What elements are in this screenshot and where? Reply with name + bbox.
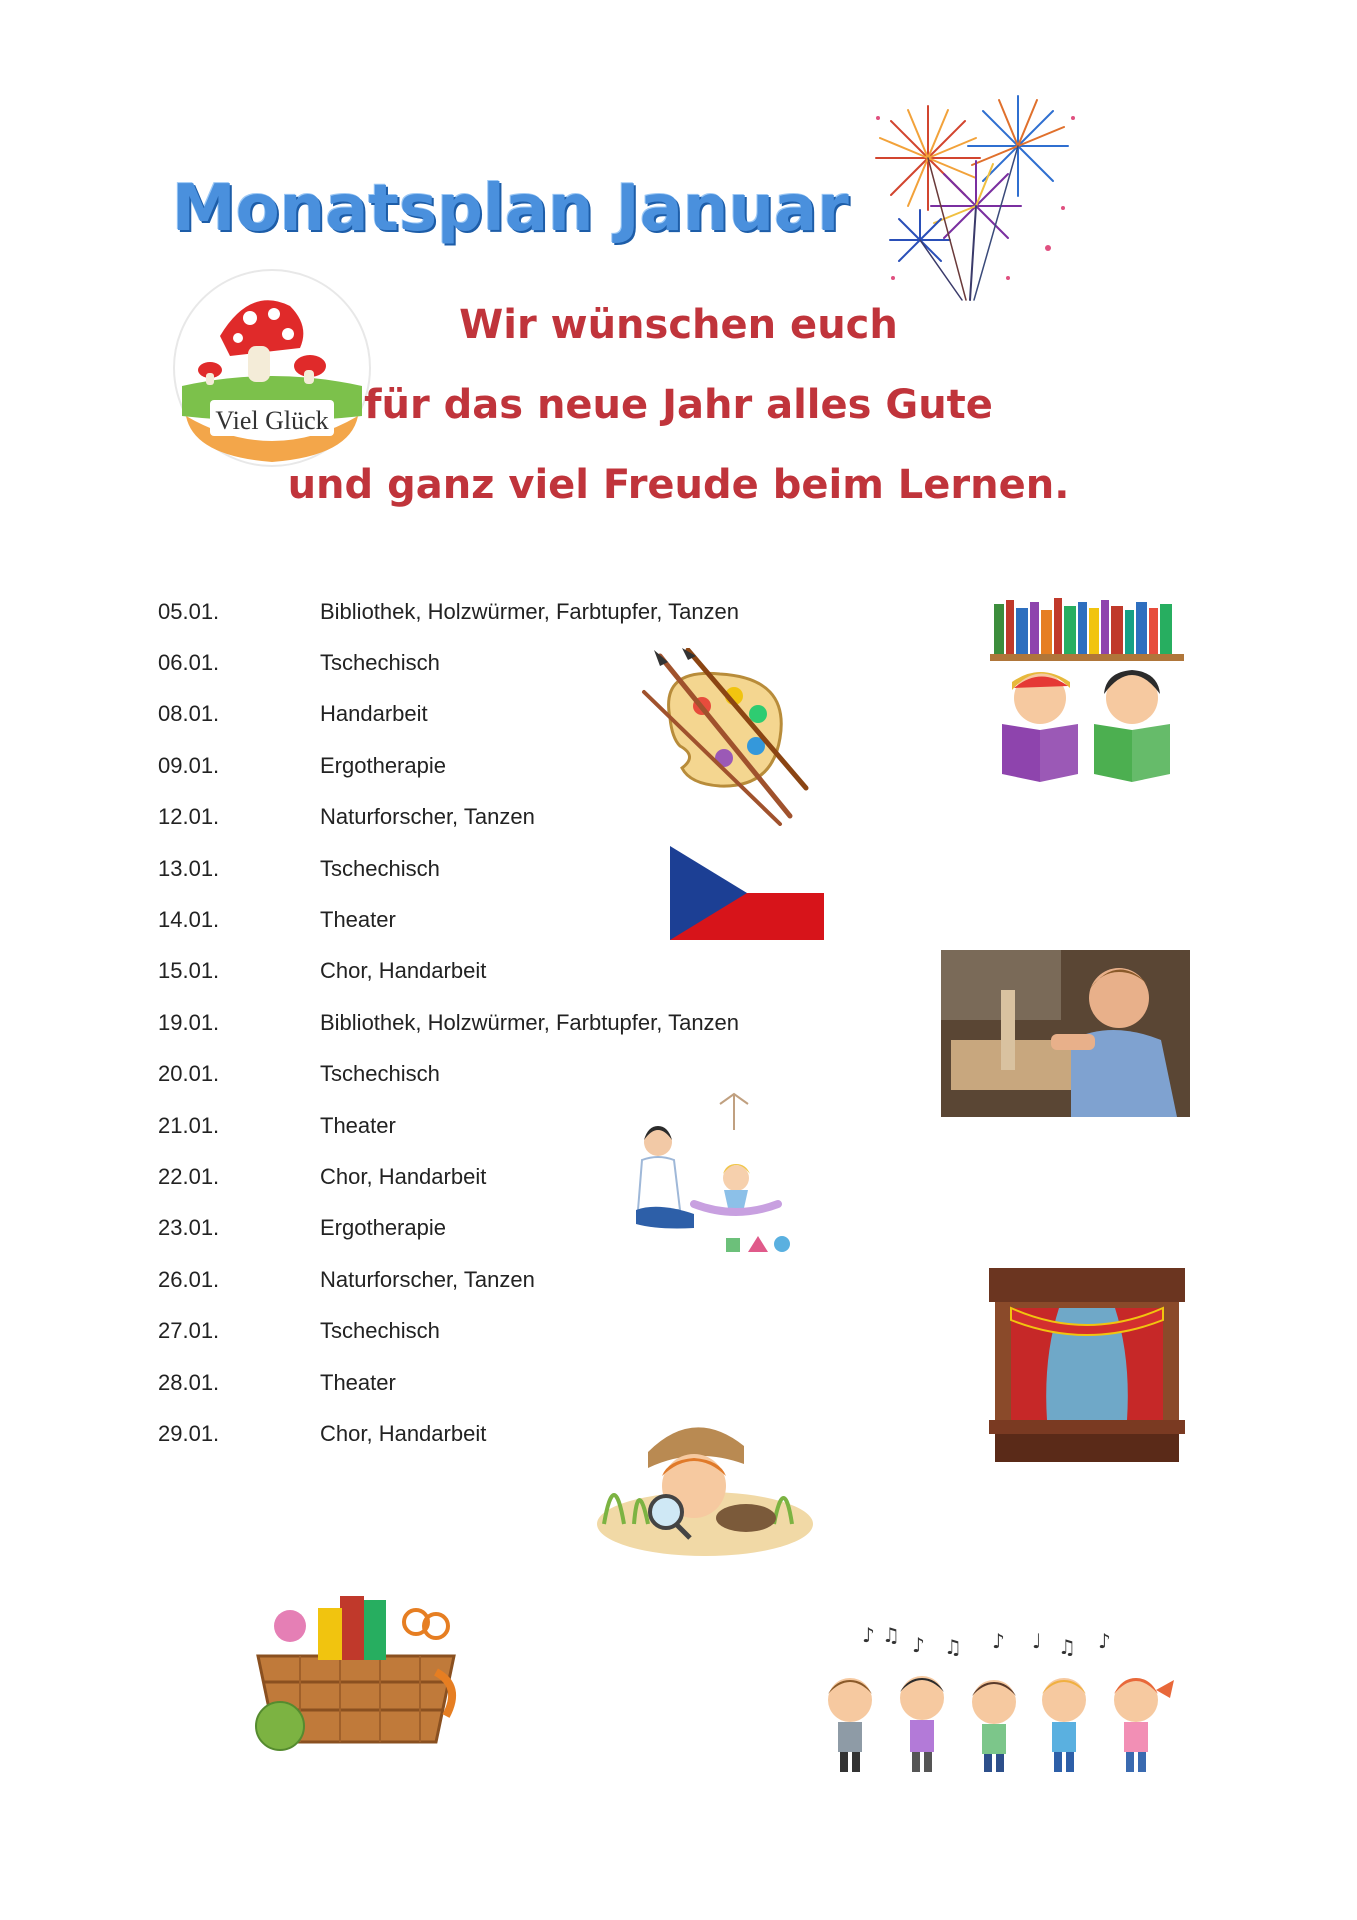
- schedule-activities: Bibliothek, Holzwürmer, Farbtupfer, Tanzen: [320, 1009, 740, 1035]
- schedule-activities: Tschechisch: [320, 650, 440, 676]
- greeting-line-1: Wir wünschen euch: [459, 302, 898, 348]
- svg-text:♫: ♫: [882, 1623, 900, 1647]
- svg-text:♫: ♫: [1058, 1635, 1076, 1659]
- schedule-activities: Tschechisch: [320, 855, 440, 881]
- schedule-activities: Theater: [320, 1112, 396, 1138]
- schedule-activities: Naturforscher, Tanzen: [320, 804, 535, 830]
- svg-text:♪: ♪: [1098, 1629, 1111, 1653]
- schedule-activities: Chor, Handarbeit: [320, 1420, 487, 1446]
- schedule-date: 22.01.: [158, 1163, 220, 1189]
- schedule-activities: Chor, Handarbeit: [320, 958, 487, 984]
- schedule-date: 13.01.: [158, 855, 220, 881]
- schedule-date: 15.01.: [158, 958, 220, 984]
- greeting-line-3: und ganz viel Freude beim Lernen.: [287, 462, 1070, 508]
- schedule-activities: Bibliothek, Holzwürmer, Farbtupfer, Tanzen: [320, 598, 740, 624]
- schedule-date: 21.01.: [158, 1112, 220, 1138]
- library-image: [990, 596, 1184, 786]
- schedule-date: 28.01.: [158, 1369, 220, 1395]
- schedule-date: 12.01.: [158, 804, 220, 830]
- schedule-row: [158, 946, 798, 997]
- schedule-date: 06.01.: [158, 650, 220, 676]
- mushroom-icon: [170, 266, 374, 470]
- schedule-date: 29.01.: [158, 1420, 220, 1446]
- svg-text:♪: ♪: [992, 1629, 1005, 1653]
- schedule-row: [158, 997, 798, 1048]
- schedule-row: [158, 586, 798, 637]
- schedule-activities: Ergotherapie: [320, 752, 446, 778]
- schedule-activities: Chor, Handarbeit: [320, 1163, 487, 1189]
- schedule-activities: Theater: [320, 907, 396, 933]
- schedule-date: 20.01.: [158, 1061, 220, 1087]
- schedule-activities: Tschechisch: [320, 1318, 440, 1344]
- schedule-date: 09.01.: [158, 752, 220, 778]
- schedule-row: [158, 1357, 798, 1408]
- svg-text:♫: ♫: [944, 1635, 962, 1659]
- badge-text: Viel Glück: [215, 406, 329, 435]
- schedule-row: [158, 1305, 798, 1356]
- schedule-date: 19.01.: [158, 1009, 220, 1035]
- czech-flag-icon: [670, 846, 824, 940]
- schedule-activities: Theater: [320, 1369, 396, 1395]
- mushroom-badge: [170, 266, 374, 470]
- schedule-activities: Tschechisch: [320, 1061, 440, 1087]
- schedule-date: 08.01.: [158, 701, 220, 727]
- schedule-activities: Handarbeit: [320, 701, 428, 727]
- svg-text:♪: ♪: [862, 1623, 875, 1647]
- ergotherapy-image: [628, 1090, 800, 1270]
- schedule-activities: Ergotherapie: [320, 1215, 446, 1241]
- schedule-date: 27.01.: [158, 1318, 220, 1344]
- schedule-activities: Naturforscher, Tanzen: [320, 1266, 535, 1292]
- singing-children-image: [814, 1620, 1178, 1778]
- sewing-basket-image: [240, 1586, 476, 1754]
- theater-stage-image: [989, 1268, 1185, 1462]
- schedule-date: 05.01.: [158, 598, 220, 624]
- schedule-date: 23.01.: [158, 1215, 220, 1241]
- fireworks-image: [858, 88, 1090, 310]
- palette-image: [640, 648, 816, 826]
- svg-text:♪: ♪: [912, 1633, 925, 1657]
- schedule-date: 26.01.: [158, 1266, 220, 1292]
- svg-text:♩: ♩: [1032, 1629, 1042, 1653]
- page-title: Monatsplan Januar: [172, 172, 849, 246]
- woodwork-photo: [941, 950, 1190, 1117]
- nature-explorer-image: [594, 1406, 816, 1556]
- greeting-line-2: für das neue Jahr alles Gute: [364, 382, 993, 428]
- schedule-date: 14.01.: [158, 907, 220, 933]
